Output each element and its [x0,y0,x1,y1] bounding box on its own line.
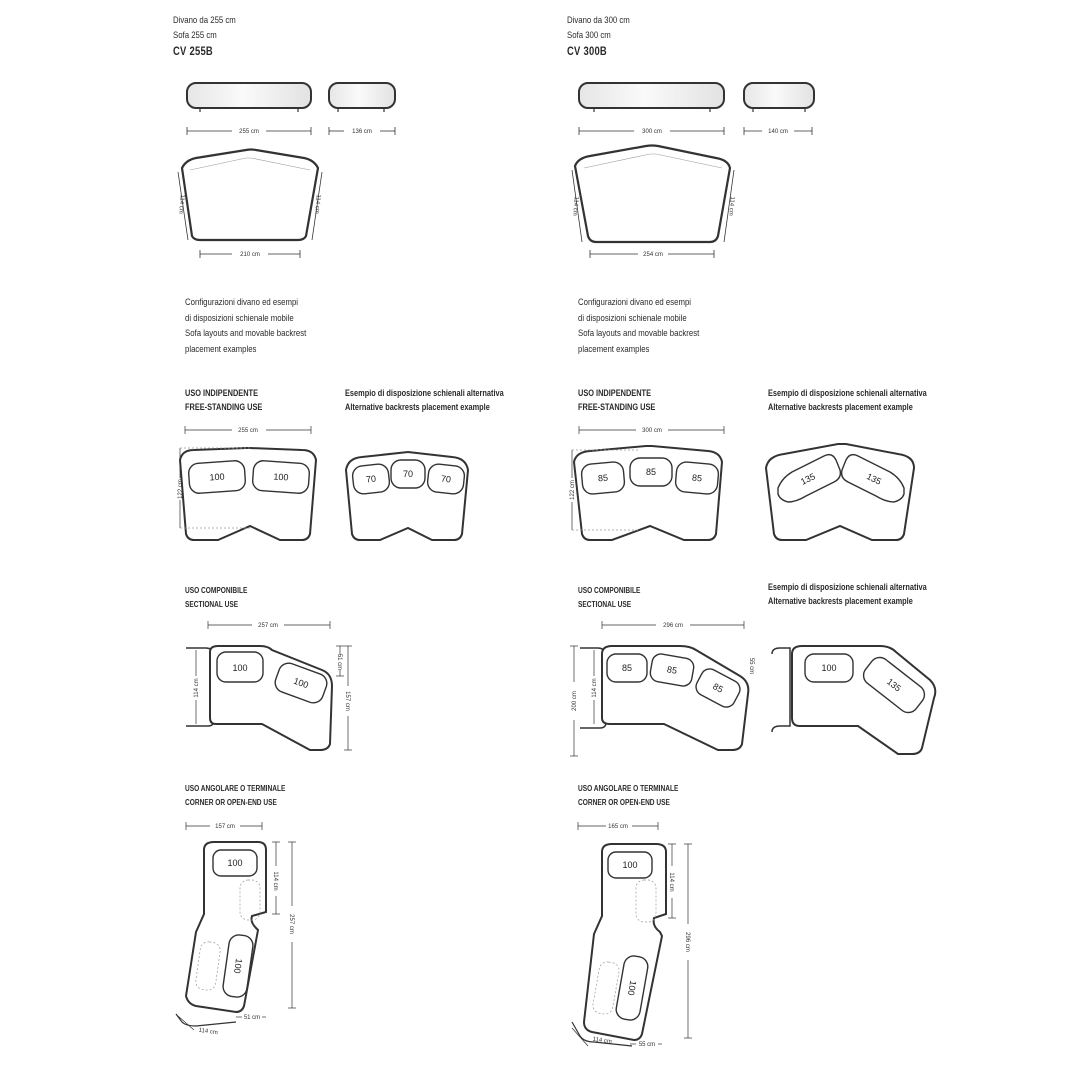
left-alternative-plan [346,452,468,540]
left-alt-cushion-2-label: 70 [402,469,414,479]
right-sectional-alt-plan [772,646,935,754]
right-free-cushion-2-label: 85 [645,467,657,477]
right-dim-sectional-side-large: 200 cm [572,691,578,711]
left-dim-corner-small: 51 cm [243,1015,261,1021]
left-dim-corner-top: 157 cm [215,824,235,830]
right-config-line-1: Configurazioni divano ed esempi [578,297,692,308]
left-sectional-plan [186,646,332,750]
right-alt-cushion-2-label: 135 [865,471,883,487]
right-dim-sectional-width: 296 cm [663,623,683,629]
left-free-cushion-1-label: 100 [209,471,225,483]
left-alt-label-en: Alternative backrests placement example [345,402,490,412]
right-free-label-en: FREE-STANDING USE [578,402,656,412]
right-dim-free-depth: 122 cm [570,480,576,500]
left-sectional-cushion-2-label: 100 [292,675,310,691]
right-dim-corner-height: 296 cm [684,932,690,952]
left-front-elevation-main [187,83,311,112]
right-free-cushion-3-label: 85 [691,472,703,484]
right-corner-label-en: CORNER OR OPEN-END USE [578,798,670,807]
right-free-label-it: USO INDIPENDENTE [578,388,651,398]
right-alt-label-en: Alternative backrests placement example [768,402,913,412]
right-config-line-3: Sofa layouts and movable backrest [578,328,700,339]
right-plan-view [575,146,730,243]
right-sectional-label-it: USO COMPONIBILE [578,586,641,595]
left-config-line-4: placement examples [185,343,257,355]
right-freestanding-plan [574,446,722,540]
left-corner-cushion-2-label: 100 [232,957,244,975]
left-config-line-2: di disposizioni schienale mobile [185,312,294,324]
left-dim-plan-depth-left: 114 cm [177,194,185,214]
right-dim-plan-depth-right: 114 cm [727,196,735,216]
left-dim-front-main: 255 cm [239,129,259,135]
left-title-en: Sofa 255 cm [173,30,217,41]
left-config-line-3: Sofa layouts and movable backrest [185,328,307,339]
left-dim-sectional-width: 257 cm [258,623,278,629]
left-corner-plan [176,842,266,1026]
left-sectional-label-en: SECTIONAL USE [185,600,239,609]
right-sectional-alt-label-it: Esempio di disposizione schienali alternativa [768,582,927,592]
left-corner-cushion-1-label: 100 [227,858,243,868]
left-dim-sectional-depth: 114 cm [194,678,200,698]
left-dim-free-depth: 122 cm [178,479,184,499]
left-title-it: Divano da 255 cm [173,15,236,26]
right-dim-plan-bottom: 254 cm [643,252,663,258]
left-dim-corner-height: 257 cm [288,914,294,934]
right-dim-front-main: 300 cm [642,129,662,135]
right-free-cushion-1-label: 85 [597,472,609,484]
left-dim-sectional-side-large: 157 cm [344,691,350,711]
right-corner-label-it: USO ANGOLARE O TERMINALE [578,784,679,793]
left-plan-view [182,150,318,241]
right-front-elevation-main [579,83,724,112]
right-model-code: CV 300B [567,46,607,58]
right-corner-cushion-1-label: 100 [622,860,638,870]
left-corner-label-en: CORNER OR OPEN-END USE [185,798,277,807]
right-dim-plan-depth-left: 114 cm [571,196,579,216]
right-alt-cushion-1-label: 135 [799,471,817,487]
left-dim-sectional-side-small: 51 cm [336,653,342,671]
left-alt-cushion-1-label: 70 [365,473,377,485]
right-sectional-cushion-2-label: 85 [666,664,678,676]
left-dim-corner-bottom: 114 cm [198,1027,219,1037]
right-dim-corner-small: 55 cm [638,1042,656,1048]
right-dim-free-width: 300 cm [642,428,662,434]
left-free-label-en: FREE-STANDING USE [185,402,263,412]
right-alt-label-it: Esempio di disposizione schienali alternativa [768,388,927,398]
left-free-label-it: USO INDIPENDENTE [185,388,258,398]
right-dim-sectional-depth: 114 cm [592,678,598,698]
right-front-elevation-side [744,83,814,112]
right-dim-corner-bottom: 114 cm [592,1036,613,1046]
right-sectional-alt-cushion-1-label: 100 [821,663,837,673]
left-dim-front-side: 136 cm [352,129,372,135]
right-dim-sectional-side-small: 55 cm [748,657,754,675]
right-dim-front-side: 140 cm [768,129,788,135]
left-free-cushion-2-label: 100 [273,471,289,483]
right-config-line-4: placement examples [578,343,650,355]
left-sectional-label-it: USO COMPONIBILE [185,586,248,595]
left-dim-corner-depth: 114 cm [272,871,278,891]
left-dim-plan-bottom: 210 cm [240,252,260,258]
right-sectional-plan [580,646,748,750]
right-corner-plan [572,844,666,1046]
left-freestanding-plan [180,448,316,540]
right-dim-corner-depth: 114 cm [668,872,674,892]
right-sectional-label-en: SECTIONAL USE [578,600,632,609]
right-sectional-alt-cushion-2-label: 135 [884,676,904,694]
right-alternative-plan [766,444,914,540]
right-title-en: Sofa 300 cm [567,30,611,41]
left-model-code: CV 255B [173,46,213,58]
right-title-it: Divano da 300 cm [567,15,630,26]
left-front-elevation-side [329,83,395,112]
right-sectional-alt-label-en: Alternative backrests placement example [768,596,913,606]
right-dim-corner-top: 165 cm [608,824,628,830]
left-dim-free-width: 255 cm [238,428,258,434]
left-alt-cushion-3-label: 70 [440,473,452,485]
right-sectional-cushion-1-label: 85 [621,663,633,673]
left-sectional-cushion-1-label: 100 [232,663,248,673]
left-alt-label-it: Esempio di disposizione schienali alternativa [345,388,504,398]
left-corner-label-it: USO ANGOLARE O TERMINALE [185,784,286,793]
left-config-line-1: Configurazioni divano ed esempi [185,297,299,308]
right-sectional-cushion-3-label: 85 [711,681,725,695]
right-corner-cushion-2-label: 100 [625,979,639,997]
right-config-line-2: di disposizioni schienale mobile [578,312,687,324]
left-dim-plan-depth-right: 114 cm [313,194,321,214]
